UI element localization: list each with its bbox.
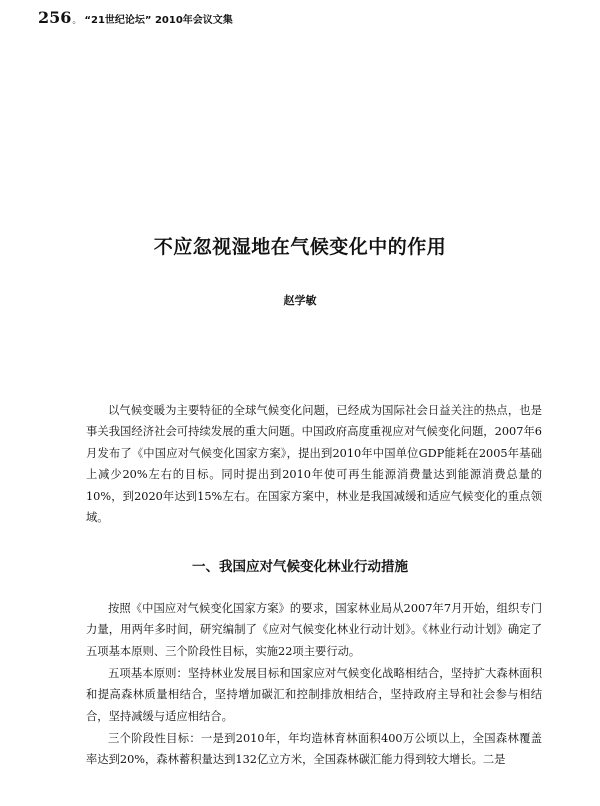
article-title: 不应忽视湿地在气候变化中的作用 [153,236,447,258]
article-author: 赵学敏 [283,294,317,307]
section-heading-1: 一、我国应对气候变化林业行动措施 [192,559,408,575]
page-number: 256 [38,8,72,27]
running-header-text: “21世纪论坛” 2010年会议文集 [84,15,233,26]
header-separator: 。 [72,16,82,26]
body-paragraph-1: 以气候变暖为主要特征的全球气候变化问题，已经成为国际社会日益关注的热点，也是事关我国经济社会可持续发展的重大问题。中国政府高度重视应对气候变化问题，2007年6月发布了《中国应对气候变化国家方案》，提出到2010年中国单位GDP能耗在2005年基础上减少20%左右的目标。同时提出到2010年使可再生能源消费量达到能源消费总量的10%，到2020年达到15%左右。在国家方案中，林业是我国减缓和适应气候变化的重点领域。 [86,404,542,525]
body-paragraph-4: 三个阶段性目标：一是到2010年，年均造林育林面积400万公顷以上，全国森林覆盖率达到20%，森林蓄积量达到132亿立方米，全国森林碳汇能力得到较大增长。二是 [86,732,542,767]
body-paragraph-2: 按照《中国应对气候变化国家方案》的要求，国家林业局从2007年7月开始，组织专门力量，用两年多时间，研究编制了《应对气候变化林业行动计划》。《林业行动计划》确定了五项基本原则、三个阶段性目标，实施22项主要行动。 [86,602,542,658]
running-header [38,8,233,27]
body-paragraph-3: 五项基本原则：坚持林业发展目标和国家应对气候变化战略相结合，坚持扩大森林面积和提高森林质量相结合，坚持增加碳汇和控制排放相结合，坚持政府主导和社会参与相结合，坚持减缓与适应相结合。 [86,667,542,723]
